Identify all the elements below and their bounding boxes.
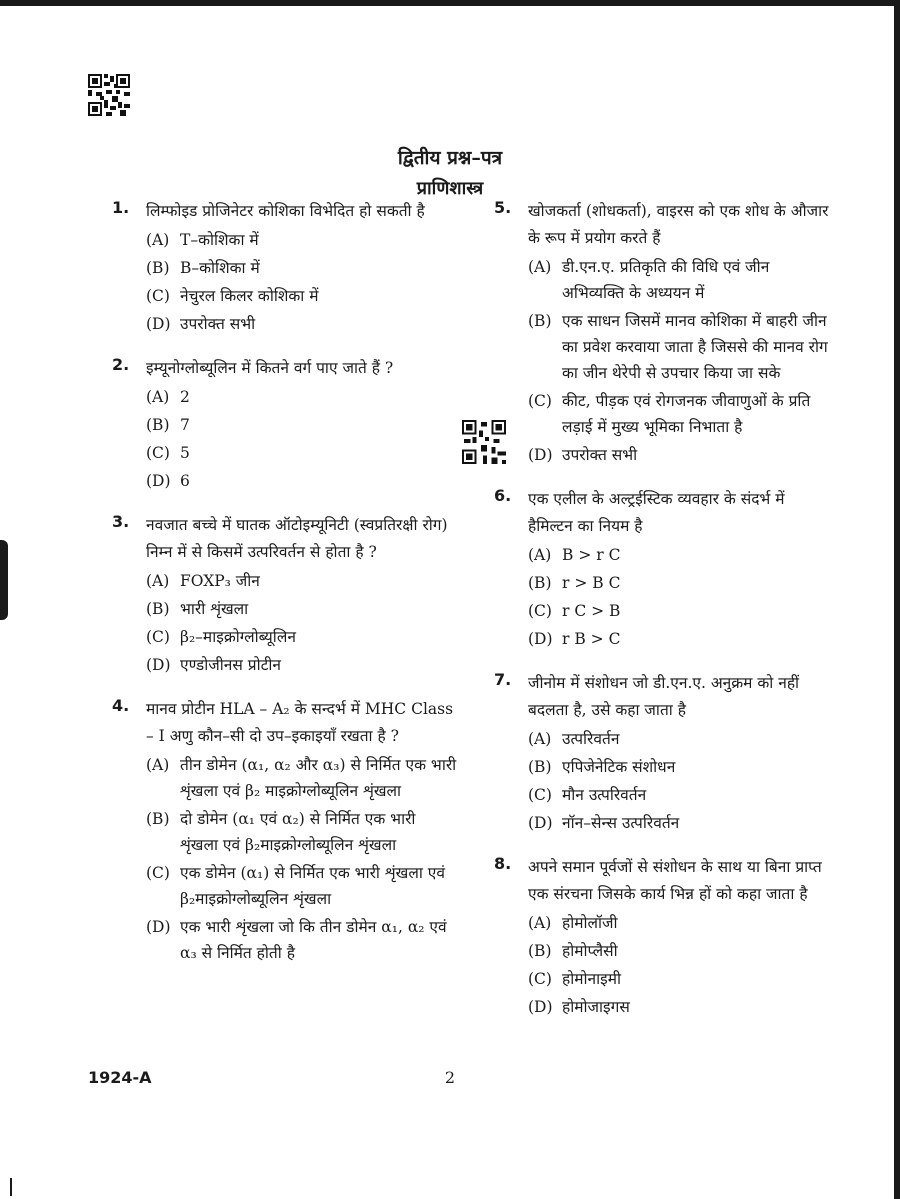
option-list (528, 910, 834, 1020)
option-label: (B) (528, 312, 552, 330)
qr-code-icon (88, 74, 130, 116)
option (146, 440, 457, 466)
option (146, 311, 457, 337)
option-label: (B) (146, 810, 170, 828)
paper-title: द्वितीय प्रश्न–पत्र (397, 147, 503, 169)
option-label: (A) (528, 546, 552, 564)
option (528, 542, 834, 568)
option-label: (A) (528, 258, 552, 276)
question-8 (494, 854, 834, 1020)
option-text: तीन डोमेन (α₁, α₂ और α₃) से निर्मित एक भारी शृंखला एवं β₂ माइक्रोग्लोब्यूलिन शृंखला (180, 756, 457, 800)
option-label: (D) (528, 814, 553, 832)
option-label: (D) (146, 472, 171, 490)
question-5 (494, 198, 834, 468)
option (528, 442, 834, 468)
option (146, 914, 457, 966)
question-4 (112, 696, 457, 966)
option (528, 388, 834, 440)
option (528, 782, 834, 808)
question-text: नवजात बच्चे में घातक ऑटोइम्यूनिटी (स्वप्रतिरक्षी रोग) निम्न में से किसमें उत्परिवर्तन से होता है ? (146, 516, 448, 561)
option-text: β₂–माइक्रोग्लोब्यूलिन (180, 628, 296, 646)
question-text: लिम्फोइड प्रोजिनेटर कोशिका विभेदित हो सकती है (146, 202, 425, 220)
option (528, 726, 834, 752)
question-number: 6. (494, 486, 512, 505)
question-text: खोजकर्ता (शोधकर्ता), वाइरस को एक शोध के औजार के रूप में प्रयोग करते हैं (528, 202, 829, 247)
option-text: B > r C (562, 546, 621, 564)
option-text: एक भारी शृंखला जो कि तीन डोमेन α₁, α₂ एवं α₃ से निर्मित होती है (180, 918, 447, 962)
option (146, 806, 457, 858)
option (528, 994, 834, 1020)
option-text: होमोजाइगस (562, 998, 630, 1016)
option-label: (D) (146, 656, 171, 674)
option-text: T–कोशिका में (180, 231, 259, 249)
option-text: होमोलॉजी (562, 914, 618, 932)
option-label: (C) (528, 970, 552, 988)
option-label: (B) (528, 758, 552, 776)
option (146, 384, 457, 410)
booklet-code: 1924-A (88, 1068, 152, 1087)
option-text: 2 (180, 388, 190, 406)
option-label: (C) (528, 786, 552, 804)
option-label: (B) (146, 600, 170, 618)
option-text: होमोनाइमी (562, 970, 622, 988)
left-column (112, 198, 457, 984)
option-text: r > B C (562, 574, 621, 592)
option-list (146, 384, 457, 494)
option-text: r C > B (562, 602, 621, 620)
option (528, 598, 834, 624)
option (146, 227, 457, 253)
question-number: 3. (112, 512, 130, 531)
option (146, 652, 457, 678)
option-list (146, 752, 457, 966)
option-text: एक डोमेन (α₁) से निर्मित एक भारी शृंखला एवं β₂माइक्रोग्लोब्यूलिन शृंखला (180, 864, 445, 908)
question-number: 5. (494, 198, 512, 217)
option-text: दो डोमेन (α₁ एवं α₂) से निर्मित एक भारी शृंखला एवं β₂माइक्रोग्लोब्यूलिन शृंखला (180, 810, 416, 854)
question-number: 8. (494, 854, 512, 873)
question-number: 7. (494, 670, 512, 689)
question-number: 4. (112, 696, 130, 715)
option (528, 254, 834, 306)
option-list (146, 227, 457, 337)
question-2 (112, 355, 457, 494)
question-number: 1. (112, 198, 130, 217)
option-label: (C) (146, 864, 170, 882)
option-label: (B) (528, 574, 552, 592)
page-number: 2 (444, 1068, 456, 1087)
option-label: (D) (146, 918, 171, 936)
option-label: (A) (146, 388, 170, 406)
option-label: (C) (528, 392, 552, 410)
question-7 (494, 670, 834, 836)
option (146, 596, 457, 622)
option-label: (A) (146, 572, 170, 590)
option-text: FOXP₃ जीन (180, 572, 260, 590)
option-text: होमोप्लैसी (562, 942, 618, 960)
option-label: (D) (146, 315, 171, 333)
option-label: (D) (528, 998, 553, 1016)
question-text: अपने समान पूर्वजों से संशोधन के साथ या बिना प्राप्त एक संरचना जिसके कार्य भिन्न हों को कहा जाता है (528, 858, 822, 903)
option (146, 412, 457, 438)
option (146, 468, 457, 494)
option (146, 283, 457, 309)
option-text: B–कोशिका में (180, 259, 260, 277)
option-text: उपरोक्त सभी (562, 446, 638, 464)
subject-title: प्राणिशास्त्र (416, 178, 484, 199)
option (146, 255, 457, 281)
question-text: जीनोम में संशोधन जो डी.एन.ए. अनुक्रम को नहीं बदलता है, उसे कहा जाता है (528, 674, 800, 719)
option (528, 910, 834, 936)
option-label: (B) (528, 942, 552, 960)
option-label: (C) (146, 628, 170, 646)
option-label: (C) (146, 444, 170, 462)
option-text: नेचुरल किलर कोशिका में (180, 287, 319, 305)
option-text: एक साधन जिसमें मानव कोशिका में बाहरी जीन का प्रवेश करवाया जाता है जिससे की मानव रोग का जीन थेरेपी से उपचार किया जा सके (562, 312, 828, 382)
option-text: 5 (180, 444, 190, 462)
option-text: उत्परिवर्तन (562, 730, 620, 748)
option-list (528, 726, 834, 836)
option-text: डी.एन.ए. प्रतिकृति की विधि एवं जीन अभिव्यक्ति के अध्ययन में (562, 258, 770, 302)
option (528, 626, 834, 652)
option-label: (D) (528, 630, 553, 648)
option-label: (A) (146, 231, 170, 249)
scan-edge-mark (0, 540, 8, 620)
option-text: 6 (180, 472, 190, 490)
question-text: इम्यूनोग्लोब्यूलिन में कितने वर्ग पाए जाते हैं ? (146, 359, 394, 377)
question-6 (494, 486, 834, 652)
option (146, 752, 457, 804)
option (528, 754, 834, 780)
right-column (494, 198, 834, 1038)
option-label: (B) (146, 416, 170, 434)
question-text: मानव प्रोटीन HLA – A₂ के सन्दर्भ में MHC Class – I अणु कौन–सी दो उप–इकाइयाँ रखता है ? (146, 700, 454, 745)
option-label: (B) (146, 259, 170, 277)
option-label: (A) (528, 730, 552, 748)
option-label: (C) (146, 287, 170, 305)
option-text: एपिजेनेटिक संशोधन (562, 758, 676, 776)
question-3 (112, 512, 457, 678)
page-border-top (0, 0, 900, 6)
option-text: 7 (180, 416, 190, 434)
option-label: (A) (146, 756, 170, 774)
question-number: 2. (112, 355, 130, 374)
option-text: एण्डोजीनस प्रोटीन (180, 656, 282, 674)
option-text: भारी शृंखला (180, 600, 249, 618)
option-list (528, 254, 834, 468)
option (528, 810, 834, 836)
option (528, 938, 834, 964)
question-1 (112, 198, 457, 337)
option-label: (D) (528, 446, 553, 464)
scan-edge-mark-bottom (10, 1178, 12, 1196)
option-label: (A) (528, 914, 552, 932)
option (528, 966, 834, 992)
option-text: कीट, पीड़क एवं रोगजनक जीवाणुओं के प्रति लड़ाई में मुख्य भूमिका निभाता है (562, 392, 811, 436)
option-label: (C) (528, 602, 552, 620)
option-list (146, 568, 457, 678)
option (528, 308, 834, 386)
option (146, 568, 457, 594)
option-text: मौन उत्परिवर्तन (562, 786, 647, 804)
option-list (528, 542, 834, 652)
question-text: एक एलील के अल्ट्रईस्टिक व्यवहार के संदर्भ में हैमिल्टन का नियम है (528, 490, 785, 535)
option (528, 570, 834, 596)
option (146, 624, 457, 650)
option-text: उपरोक्त सभी (180, 315, 256, 333)
option-text: नॉन–सेन्स उत्परिवर्तन (562, 814, 680, 832)
option (146, 860, 457, 912)
option-text: r B > C (562, 630, 621, 648)
